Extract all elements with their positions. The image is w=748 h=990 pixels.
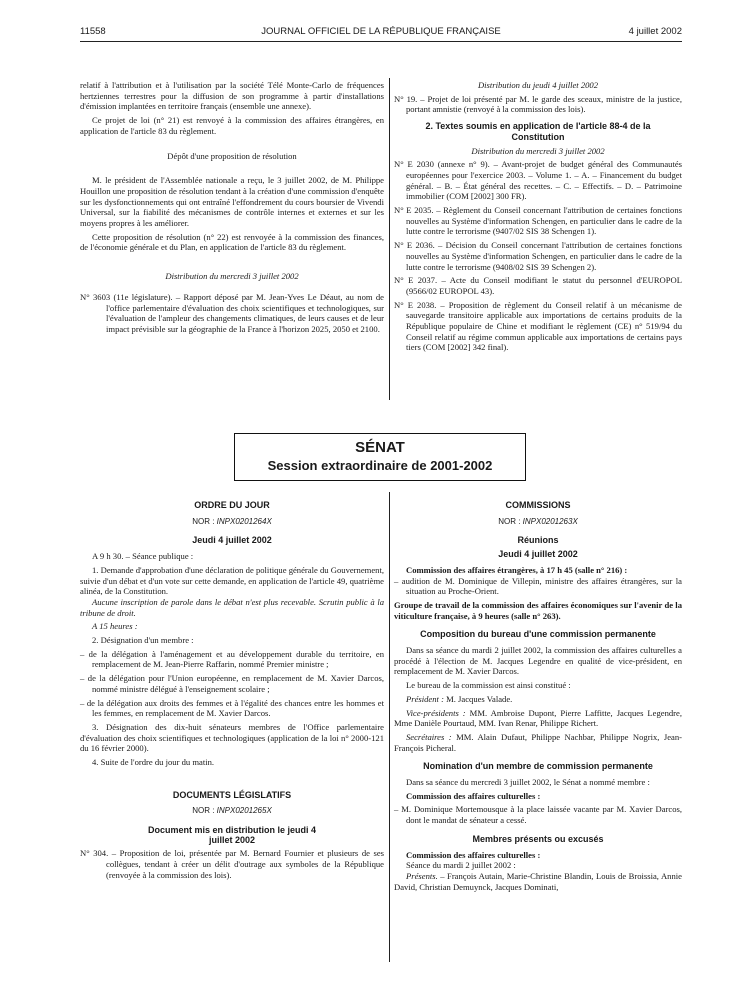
vice-presidents-line: Vice-présidents : MM. Ambroise Dupont, Pierre Laffitte, Jacques Legendre, Mme Danièle Pourtaud, MM. Ivan Renar, Philippe Richert. xyxy=(394,707,682,729)
paragraph: N° 3603 (11e législature). – Rapport déposé par M. Jean-Yves Le Déaut, au nom de l'office parlementaire d'évaluation des choix scientifiques et technologiques, sur l'évaluation de l'ampleur des changements climatiques, de leurs causes et de leur impact prévisible sur la géographie de la France à l'horizon 2025, 2050 et 2100. xyxy=(80,291,384,334)
agenda-subitem: – de la délégation pour l'Union européenne, en remplacement de M. Xavier Darcos, nommé ministre délégué à l'enseignement scolaire ; xyxy=(80,673,384,694)
paragraph: – M. Dominique Mortemousque à la place laissée vacante par M. Xavier Darcos, dont le mandat de sénateur a cessé. xyxy=(394,804,682,826)
distribution-heading: Distribution du mercredi 3 juillet 2002 xyxy=(165,271,299,282)
page-number: 11558 xyxy=(80,26,106,37)
paragraph: N° 304. – Proposition de loi, présentée par M. Bernard Fournier et plusieurs de ses collègues, tendant à créer un délit d'outrage aux symboles de la République (renvoyée à la commission des lois). xyxy=(80,848,384,880)
bottom-left-column xyxy=(80,498,384,883)
agenda-subitem: – de la délégation aux droits des femmes et à l'égalité des chances entre les hommes et les femmes, en remplacement de M. Xavier Darcos. xyxy=(80,697,384,719)
agenda-note: Aucune inscription de parole dans le débat n'est plus recevable. Scrutin public à la tribune de droit. xyxy=(80,596,384,618)
agenda-subitem: – de la délégation à l'aménagement et au développement durable du territoire, en remplacement de M. Jean-Pierre Raffarin, nommé Premier ministre ; xyxy=(80,648,384,670)
top-left-column xyxy=(80,80,384,338)
senat-title-box xyxy=(234,433,526,481)
presents-line: Présents. – François Autain, Marie-Christine Blandin, Louis de Broissia, Annie David, Christian Demuynck, Jacques Dominati, xyxy=(394,870,682,892)
page-header xyxy=(80,26,682,40)
commissions-title: COMMISSIONS xyxy=(505,500,571,510)
paragraph: Ce projet de loi (n° 21) est renvoyé à la commission des affaires étrangères, en application de l'article 83 du règlement. xyxy=(80,115,384,136)
paragraph: Le bureau de la commission est ainsi constitué : xyxy=(406,680,571,691)
time-line: A 15 heures : xyxy=(92,621,138,632)
reunions-date: Jeudi 4 juillet 2002 xyxy=(498,549,578,560)
president-line: Président : M. Jacques Valade. xyxy=(406,693,513,704)
top-right-column xyxy=(394,80,682,356)
commission-entry: Commission des affaires étrangères, à 17 h 45 (salle n° 216) : xyxy=(406,564,628,575)
docs-subtitle: Document mis en distribution le jeudi 4 juillet 2002 xyxy=(147,825,317,846)
agenda-item: 3. Désignation des dix-huit sénateurs membres de l'Office parlementaire d'évaluation des choix scientifiques et technologiques (application de la loi n° 2000-121 du 16 février 2000). xyxy=(80,721,384,754)
commission-entry: Groupe de travail de la commission des affaires économiques sur l'avenir de la viticulture française, à 9 heures (salle n° 263). xyxy=(394,599,682,621)
distribution-heading: Distribution du jeudi 4 juillet 2002 xyxy=(477,80,599,90)
header-rule xyxy=(80,41,682,42)
bottom-right-column xyxy=(394,498,682,895)
reunions-heading: Réunions xyxy=(517,535,559,546)
distribution-heading: Distribution du mercredi 3 juillet 2002 xyxy=(471,145,605,156)
senat-title: SÉNAT xyxy=(355,439,405,456)
column-divider-top xyxy=(389,78,390,400)
list-item: N° E 2030 (annexe n° 9). – Avant-projet de budget général des Communautés européennes pour l'exercice 2003. – Volume 1. – A. – Financement du budget général. – B. – État général des recettes. – C. – Effectifs. – D. – Patrimoine immobilier (COM [2002] 300 FR). xyxy=(394,159,682,202)
paragraph: Dans sa séance du mardi 2 juillet 2002, la commission des affaires culturelles a procédé à l'élection de M. Jacques Legendre en qualité de vice-président, en remplacement de M. Xavier Darcos. xyxy=(394,645,682,677)
list-item: N° E 2035. – Règlement du Conseil concernant l'attribution de certaines fonctions nouvelles au Système d'information Schengen, en particulier dans le cadre de la lutte contre le terrorisme (9407/02 SIS 38 Schengen 1). xyxy=(394,205,682,237)
section-heading: Dépôt d'une proposition de résolution xyxy=(167,150,297,161)
seance-line: Séance du mardi 2 juillet 2002 : xyxy=(406,860,516,871)
senat-subtitle: Session extraordinaire de 2001-2002 xyxy=(267,458,493,473)
commission-name: Commission des affaires culturelles : xyxy=(406,790,541,801)
docs-title: DOCUMENTS LÉGISLATIFS xyxy=(172,789,292,800)
section-title: 2. Textes soumis en application de l'article 88-4 de la Constitution xyxy=(425,121,651,142)
seance-line: A 9 h 30. – Séance publique : xyxy=(92,551,194,562)
paragraph: Cette proposition de résolution (n° 22) est renvoyée à la commission des finances, de l'économie générale et du Plan, en application de l'article 83 du règlement. xyxy=(80,231,384,253)
journal-title: JOURNAL OFFICIEL DE LA RÉPUBLIQUE FRANÇAISE xyxy=(261,26,501,37)
list-item: N° E 2037. – Acte du Conseil modifiant le statut du personnel d'EUROPOL (9566/02 EUROPOL 43). xyxy=(394,275,682,296)
agenda-item: 2. Désignation d'un membre : xyxy=(92,635,194,646)
nomination-title: Nomination d'un membre de commission permanente xyxy=(423,761,653,772)
secretaries-line: Secrétaires : MM. Alain Dufaut, Philippe Nachbar, Philippe Nogrix, Jean-François Picheral. xyxy=(394,731,682,753)
agenda-item: 1. Demande d'approbation d'une déclaration de politique générale du Gouvernement, suivie d'un débat et d'un vote sur cette demande, en application de l'article 49, quatrième alinéa, de la Constitution. xyxy=(80,564,384,597)
column-divider-bottom xyxy=(389,492,390,962)
presents-title: Membres présents ou excusés xyxy=(472,833,604,844)
paragraph: N° 19. – Projet de loi présenté par M. le garde des sceaux, ministre de la justice, portant amnistie (renvoyé à la commission des lois). xyxy=(394,93,682,115)
nor-line: NOR : INPX0201265X xyxy=(192,806,272,816)
agenda-item: 4. Suite de l'ordre du jour du matin. xyxy=(92,757,215,768)
paragraph: Dans sa séance du mercredi 3 juillet 2002, le Sénat a nommé membre : xyxy=(406,777,650,788)
commission-name: Commission des affaires culturelles : xyxy=(406,849,541,860)
list-item: N° E 2038. – Proposition de règlement du Conseil relatif à un mécanisme de sauvegarde transitoire applicable aux importations de certains produits de la République populaire de Chine et modifiant le règlement (CE) n° 519/94 du Conseil relatif au régime commun applicable aux importations de certains pays tiers (COM [2002] 342 final). xyxy=(394,299,682,353)
nor-line: NOR : INPX0201263X xyxy=(498,516,578,526)
paragraph: M. le président de l'Assemblée nationale a reçu, le 3 juillet 2002, de M. Philippe Houillon une proposition de résolution tendant à la création d'une commission d'enquête sur les dysfonctionnements qui ont entraîné l'effondrement du cours boursier de Vivendi Universal, sur la fiabilité des mécanismes de contrôle internes et externes et sur les moyens propres à les améliorer. xyxy=(80,175,384,229)
agenda-date: Jeudi 4 juillet 2002 xyxy=(192,535,272,546)
issue-date: 4 juillet 2002 xyxy=(628,26,682,37)
list-item: N° E 2036. – Décision du Conseil concernant l'attribution de certaines fonctions nouvelles au Système d'information Schengen, en particulier dans le cadre de la lutte contre le terrorisme (9408/02 SIS 39 Schengen 2). xyxy=(394,240,682,272)
composition-title: Composition du bureau d'une commission permanente xyxy=(420,629,656,640)
ordre-title: ORDRE DU JOUR xyxy=(194,500,270,510)
commission-subentry: – audition de M. Dominique de Villepin, ministre des affaires étrangères, sur la situation au Proche-Orient. xyxy=(394,575,682,597)
paragraph: relatif à l'attribution et à l'utilisation par la société Télé Monte-Carlo de fréquences hertziennes terrestres pour la diffusion de son programme à partir d'installations d'émission implantées en territoire français (ensemble une annexe). xyxy=(80,80,384,112)
nor-line: NOR : INPX0201264X xyxy=(192,516,272,526)
